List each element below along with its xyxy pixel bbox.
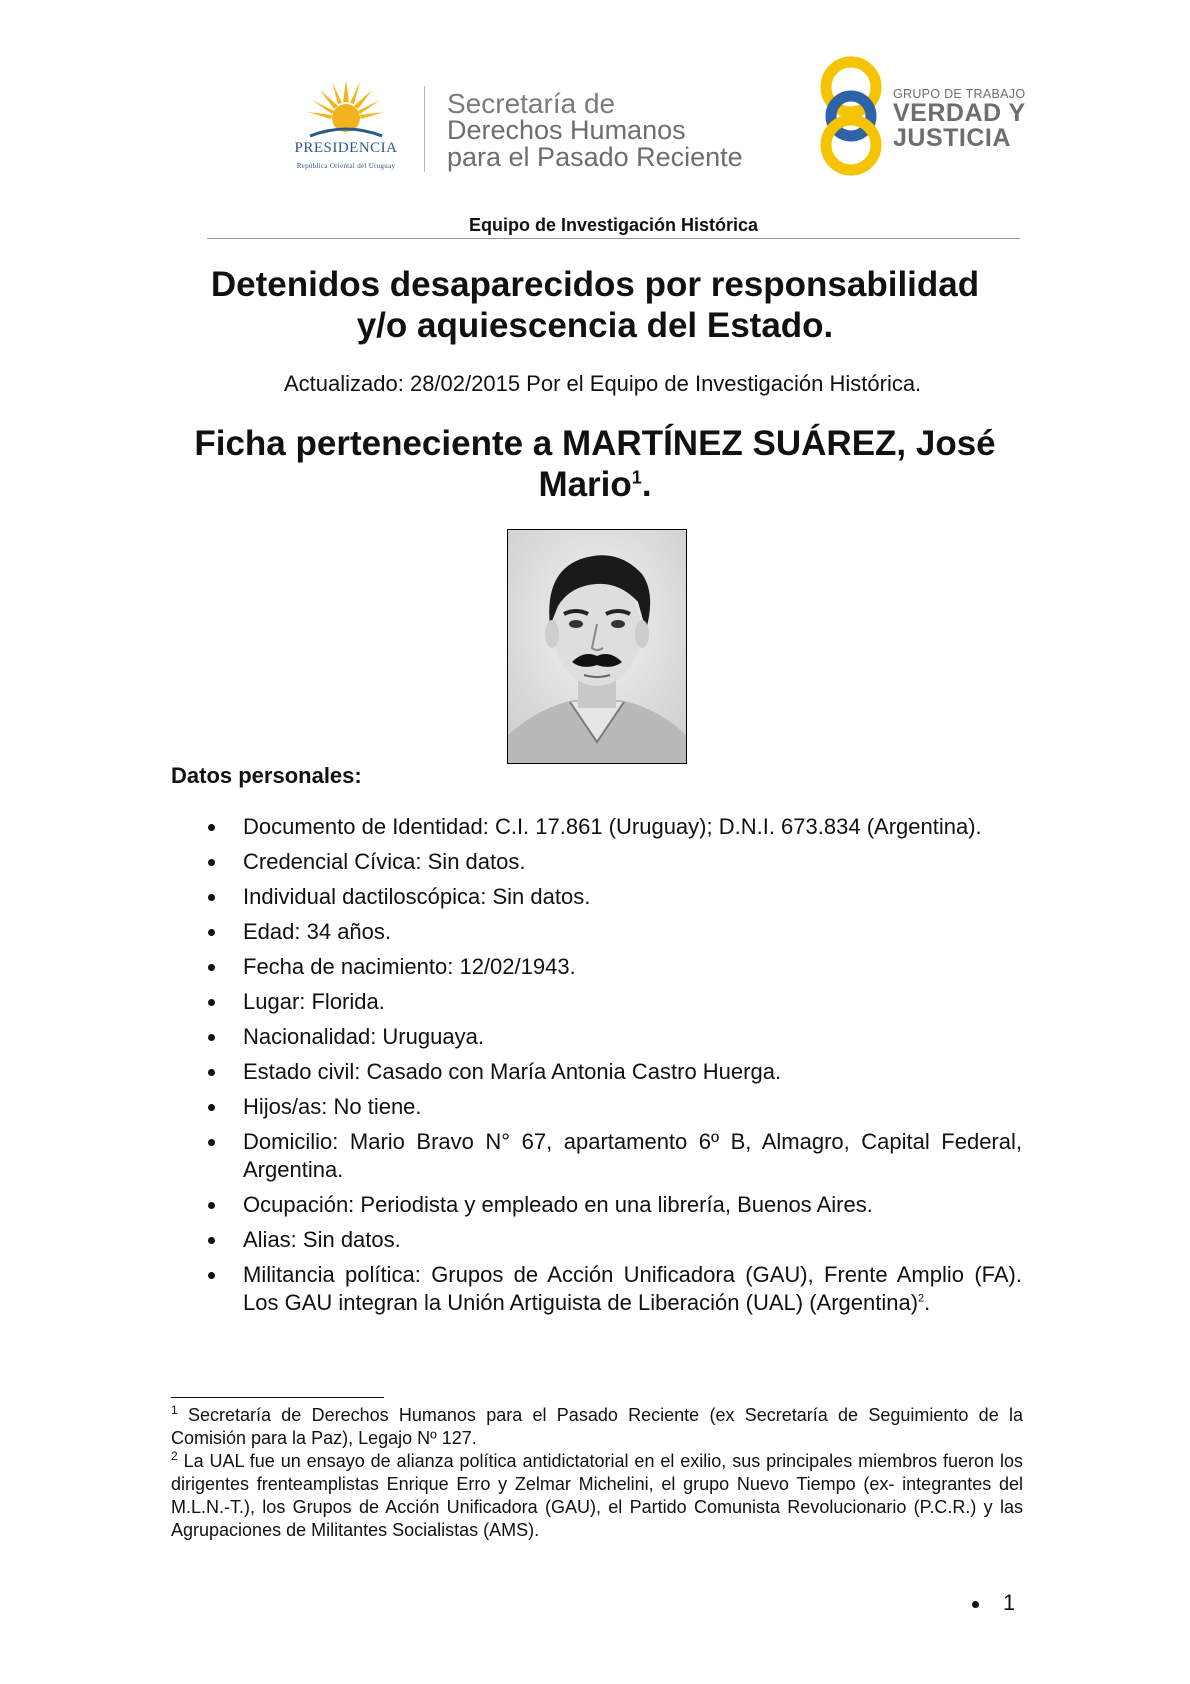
ficha-line-1: Ficha perteneciente a MARTÍNEZ SUÁREZ, José xyxy=(194,424,996,463)
bullet-icon xyxy=(208,859,215,866)
logo-divider xyxy=(424,86,425,172)
grupo-small-text: GRUPO DE TRABAJO xyxy=(893,87,1026,101)
footnote-ref-2[interactable]: 2 xyxy=(918,1292,925,1305)
bullet-icon xyxy=(208,1104,215,1111)
footnotes xyxy=(171,1404,1023,1542)
bullet-icon xyxy=(208,1272,215,1279)
bullet-icon xyxy=(208,964,215,971)
presidencia-logo xyxy=(270,78,422,178)
portrait-image-icon xyxy=(508,530,686,763)
list-item: Individual dactiloscópica: Sin datos. xyxy=(170,883,1022,911)
list-item: Fecha de nacimiento: 12/02/1943. xyxy=(170,953,1022,981)
secretaria-line-3: para el Pasado Reciente xyxy=(447,142,743,172)
rings-logo-icon xyxy=(818,54,884,178)
list-item: Estado civil: Casado con María Antonia Castro Huerga. xyxy=(170,1058,1022,1086)
grupo-big-line-2: JUSTICIA xyxy=(893,124,1011,152)
updated-line: Actualizado: 28/02/2015 Por el Equipo de Investigación Histórica. xyxy=(284,371,922,396)
title-line-1: Detenidos desaparecidos por responsabilidad xyxy=(210,265,980,304)
list-item: Nacionalidad: Uruguaya. xyxy=(170,1023,1022,1051)
presidencia-name: PRESIDENCIA xyxy=(294,140,398,156)
portrait-photo xyxy=(507,529,687,764)
title-line-2: y/o aquiescencia del Estado. xyxy=(356,306,834,345)
bullet-icon xyxy=(208,824,215,831)
list-item: Alias: Sin datos. xyxy=(170,1226,1022,1254)
footnote-ref-1[interactable]: 1 xyxy=(631,467,642,488)
bullet-icon xyxy=(208,999,215,1006)
page-title xyxy=(150,264,1040,346)
secretaria-line-2: Derechos Humanos xyxy=(447,115,686,145)
ficha-title xyxy=(150,423,1040,505)
footnote-rule xyxy=(171,1397,384,1398)
list-item: Lugar: Florida. xyxy=(170,988,1022,1016)
presidencia-subtitle: República Oriental del Uruguay xyxy=(296,162,396,170)
sun-icon xyxy=(308,78,384,140)
grupo-trabajo-logo xyxy=(893,87,1026,151)
section-title: Datos personales: xyxy=(171,763,362,788)
bullet-icon xyxy=(208,1202,215,1209)
page-number: 1 xyxy=(972,1590,1015,1616)
list-item: Domicilio: Mario Bravo N° 67, apartamento 6º B, Almagro, Capital Federal, Argentina. xyxy=(170,1128,1022,1184)
ficha-line-2: Mario xyxy=(538,465,632,504)
datos-list xyxy=(170,813,1022,1324)
grupo-big-line-1: VERDAD Y xyxy=(893,99,1026,127)
bullet-icon xyxy=(208,929,215,936)
bullet-icon xyxy=(208,1034,215,1041)
footnote-2: $^2$ La UAL fue un ensayo de alianza política antidictatorial en el exilio, sus principales miembros fueron los dirigentes frenteamplistas Enrique Erro y Zelmar Michelini, el grupo Nuevo Tiempo (ex- integrantes del M.L.N.-T.), los Grupos de Acción Unificadora (GAU), el Partido Comunista Revolucionario (P.C.R.) y las Agrupaciones de Militantes Socialistas (AMS). xyxy=(171,1449,1023,1540)
bullet-icon xyxy=(208,1069,215,1076)
header-rule xyxy=(207,238,1020,239)
ficha-period: . xyxy=(641,465,652,504)
list-item: Edad: 34 años. xyxy=(170,918,1022,946)
footnote-1: $^1$ Secretaría de Derechos Humanos para el Pasado Reciente (ex Secretaría de Seguimiento de la Comisión para la Paz), Legajo Nº 127. xyxy=(171,1403,1023,1448)
bullet-icon xyxy=(972,1601,979,1608)
list-item: Ocupación: Periodista y empleado en una librería, Buenos Aires. xyxy=(170,1191,1022,1219)
bullet-icon xyxy=(208,894,215,901)
bullet-icon xyxy=(208,1237,215,1244)
list-item: Hijos/as: No tiene. xyxy=(170,1093,1022,1121)
secretaria-line-1: Secretaría de xyxy=(447,88,616,119)
list-item: Documento de Identidad: C.I. 17.861 (Uruguay); D.N.I. 673.834 (Argentina). xyxy=(170,813,1022,841)
list-item-militancia: Militancia política: Grupos de Acción Unificadora (GAU), Frente Amplio (FA). Los GAU integran la Unión Artiguista de Liberación (UAL) (Argentina)$^2$. xyxy=(170,1261,1022,1317)
bullet-icon xyxy=(208,1139,215,1146)
list-item: Credencial Cívica: Sin datos. xyxy=(170,848,1022,876)
secretaria-logo xyxy=(447,90,743,171)
equipo-heading: Equipo de Investigación Histórica xyxy=(468,215,759,235)
